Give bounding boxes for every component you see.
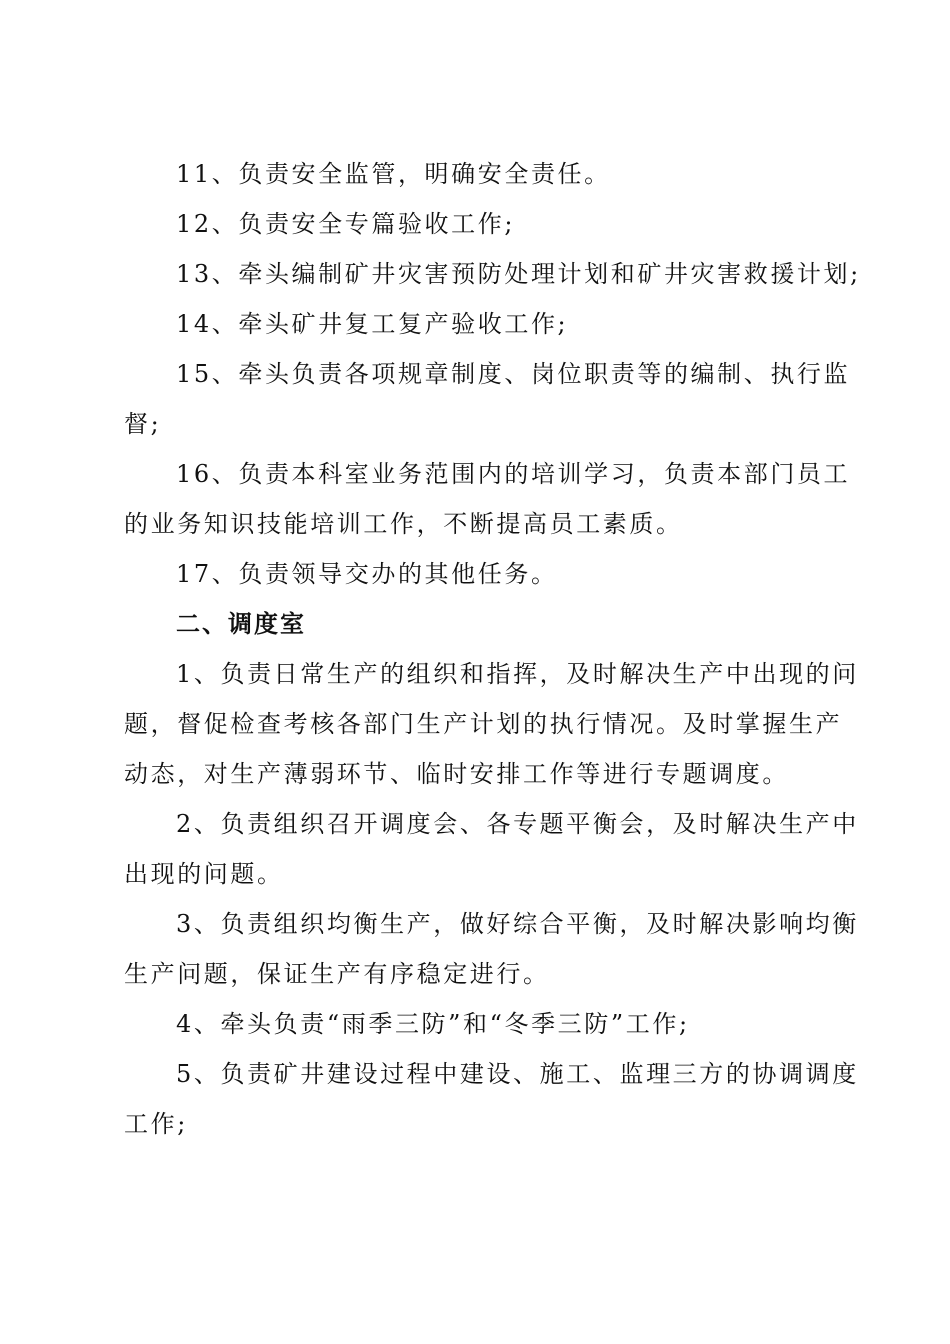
- list-item-17: 17、负责领导交办的其他任务。: [176, 560, 558, 588]
- dispatch-item-4: 4、牵头负责“雨季三防”和“冬季三防”工作;: [176, 1010, 690, 1038]
- dispatch-item-1: 1、负责日常生产的组织和指挥，及时解决生产中出现的问: [176, 660, 859, 688]
- section-heading-dispatch-room: 二、调度室: [176, 609, 306, 638]
- list-item-12: 12、负责安全专篇验收工作;: [176, 210, 516, 238]
- list-item-14: 14、牵头矿井复工复产验收工作;: [176, 310, 569, 338]
- dispatch-item-2: 2、负责组织召开调度会、各专题平衡会，及时解决生产中: [176, 810, 859, 838]
- list-item-13: 13、牵头编制矿井灾害预防处理计划和矿井灾害救援计划;: [176, 260, 861, 288]
- list-item-16: 16、负责本科室业务范围内的培训学习，负责本部门员工: [176, 460, 851, 488]
- dispatch-item-5: 5、负责矿井建设过程中建设、施工、监理三方的协调调度: [176, 1060, 859, 1088]
- dispatch-item-5-continuation: 工作;: [124, 1110, 188, 1138]
- dispatch-item-3-continuation: 生产问题，保证生产有序稳定进行。: [124, 960, 550, 988]
- dispatch-item-2-continuation: 出现的问题。: [124, 860, 284, 888]
- list-item-15: 15、牵头负责各项规章制度、岗位职责等的编制、执行监: [176, 360, 851, 388]
- list-item-16-continuation: 的业务知识技能培训工作，不断提高员工素质。: [124, 510, 683, 538]
- dispatch-item-1-continuation-2: 动态，对生产薄弱环节、临时安排工作等进行专题调度。: [124, 760, 789, 788]
- list-item-15-continuation: 督;: [124, 410, 162, 438]
- list-item-11: 11、负责安全监管，明确安全责任。: [176, 160, 611, 188]
- dispatch-item-3: 3、负责组织均衡生产，做好综合平衡，及时解决影响均衡: [176, 910, 859, 938]
- dispatch-item-1-continuation: 题，督促检查考核各部门生产计划的执行情况。及时掌握生产: [124, 710, 843, 738]
